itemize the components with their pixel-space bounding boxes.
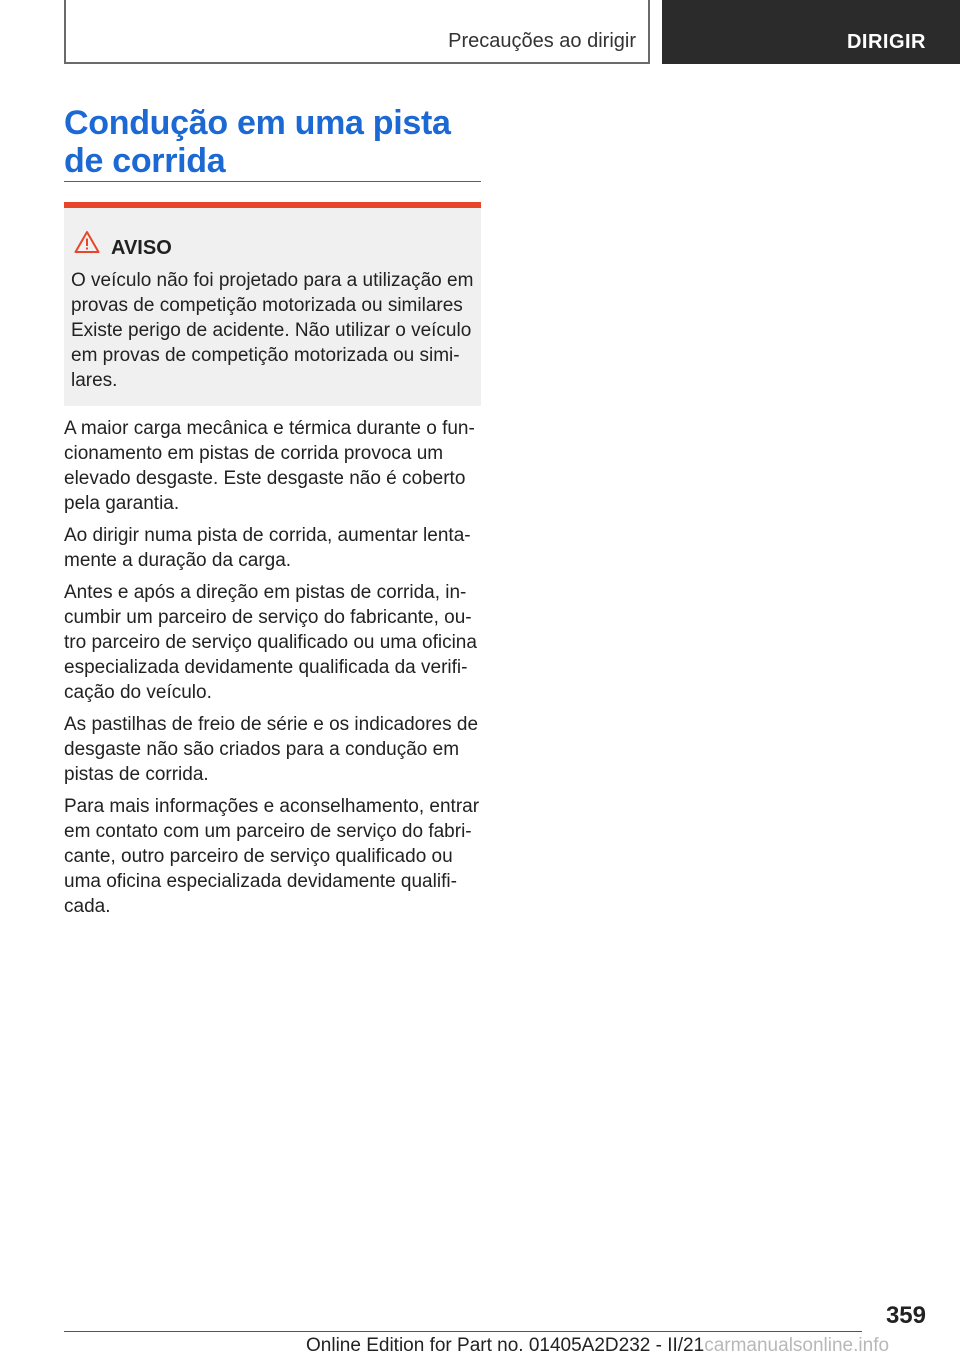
- body-text: [64, 416, 482, 926]
- section-title: Precauções ao dirigir: [448, 30, 636, 52]
- warning-text: O veículo não foi projetado para a utilização em provas de competição motorizada ou similares Existe perigo de acidente. Não utilizar o veículo em provas de competição motorizada ou simi-lares.: [71, 270, 474, 391]
- paragraph: Para mais informações e aconselhamento, entrar em contato com um parceiro de serviço do fabri-cante, outro parceiro de serviço qualificado ou uma oficina especializada devidamente qualifi-cada.: [64, 796, 480, 917]
- chapter-label: DIRIGIR: [846, 31, 926, 53]
- warning-triangle-icon: [74, 230, 100, 254]
- paragraph: A maior carga mecânica e térmica durante o fun-cionamento em pistas de corrida provoca um elevado desgaste. Este desgaste não é coberto pela garantia.: [64, 418, 475, 514]
- section-header: [64, 0, 650, 64]
- chapter-tab: [662, 0, 960, 64]
- page-number: 359: [885, 1302, 926, 1329]
- warning-box: [64, 202, 481, 406]
- footer: [306, 1335, 889, 1357]
- title-divider: [64, 181, 481, 182]
- paragraph: As pastilhas de freio de série e os indicadores de desgaste não são criados para a condução em pistas de corrida.: [64, 714, 479, 785]
- page-title: Condução em uma pista de corrida: [64, 104, 451, 180]
- warning-label: AVISO: [111, 237, 172, 259]
- footer-divider: [64, 1331, 862, 1332]
- paragraph: Antes e após a direção em pistas de corrida, in-cumbir um parceiro de serviço do fabricante, ou-tro parceiro de serviço qualificado ou uma oficina especializada devidamente qualificada da verifi-cação do veículo.: [64, 582, 477, 703]
- edition-info: Online Edition for Part no. 01405A2D232 - II/21: [306, 1335, 705, 1356]
- paragraph: Ao dirigir numa pista de corrida, aumentar lenta-mente a duração da carga.: [64, 525, 471, 571]
- watermark: carmanualsonline.info: [704, 1335, 890, 1356]
